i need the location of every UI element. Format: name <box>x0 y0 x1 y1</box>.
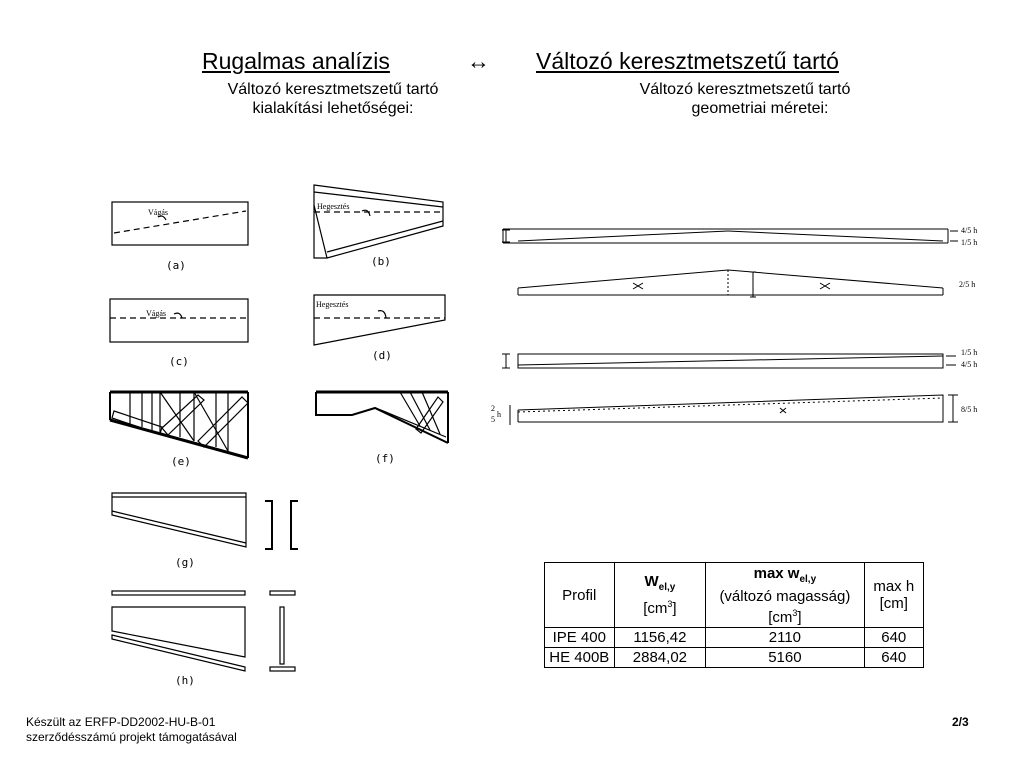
subtitle-right-line1: Változó keresztmetszetű tartó <box>639 81 851 98</box>
beam1-bottom-ratio: 1/5 h <box>961 238 978 247</box>
subtitle-left-line2: kialakítási lehetőségei: <box>252 100 414 117</box>
beam3-top-ratio: 1/5 h <box>961 348 978 357</box>
subtitle-left <box>188 80 478 118</box>
figure-f <box>316 392 448 443</box>
beam4-left-num: 2 <box>491 404 495 413</box>
label-c: (c) <box>169 355 189 368</box>
header-max-wel: $\max w_{el,y}$ (változó magasság) $[cm^3]$ <box>706 563 864 628</box>
annotation-c: Vágás <box>146 309 166 318</box>
footer-line2: szerződésszámú projekt támogatásával <box>26 730 237 744</box>
beam4-left-den: 5 <box>491 415 495 424</box>
annotation-a: Vágás <box>148 208 168 217</box>
beam4-right-ratio: 8/5 h <box>961 405 978 414</box>
double-arrow-symbol: ↔ <box>467 48 490 74</box>
figure-b <box>314 185 443 258</box>
footer-credit <box>26 715 237 745</box>
beam-2 <box>518 270 943 297</box>
title-right: Változó keresztmetszetű tartó <box>536 48 839 74</box>
header-wel: $W_{el,y}$ $[cm^3]$ <box>614 563 706 628</box>
beam2-right-ratio: 2/5 h <box>959 280 976 289</box>
title-left: Rugalmas analízis <box>202 48 390 74</box>
table-row: IPE 400 1156,42 2110 640 <box>545 628 924 648</box>
beam-1 <box>502 229 958 243</box>
label-h: (h) <box>175 674 195 687</box>
beam-4 <box>510 395 958 425</box>
beam1-top-ratio: 4/5 h <box>961 226 978 235</box>
annotation-b: Hegesztés <box>317 202 350 211</box>
header-profil: Profil <box>545 563 615 628</box>
table-header-row <box>545 563 924 628</box>
label-a: (a) <box>166 259 186 272</box>
table-row: HE 400B 2884,02 5160 640 <box>545 648 924 668</box>
geometry-figure <box>488 215 998 430</box>
header-max-h: max h [cm] <box>864 563 923 628</box>
label-e: (e) <box>171 455 191 468</box>
label-d: (d) <box>372 349 392 362</box>
label-f: (f) <box>375 452 395 465</box>
label-g: (g) <box>175 556 195 569</box>
subtitle-left-line1: Változó keresztmetszetű tartó <box>227 81 439 98</box>
subtitle-right <box>600 80 890 118</box>
profile-table <box>544 562 924 668</box>
fabrication-options-figure <box>100 175 470 695</box>
label-b: (b) <box>371 255 391 268</box>
beam-3 <box>502 354 956 368</box>
figure-e <box>110 392 248 458</box>
figure-g <box>112 493 298 549</box>
beam4-left-h: h <box>497 410 501 419</box>
subtitle-right-line2: geometriai méretei: <box>691 100 829 117</box>
figure-a <box>112 202 248 245</box>
annotation-d: Hegesztés <box>316 300 349 309</box>
page-number: 2/3 <box>952 715 969 729</box>
beam3-bottom-ratio: 4/5 h <box>961 360 978 369</box>
footer-line1: Készült az ERFP-DD2002-HU-B-01 <box>26 715 216 729</box>
figure-h <box>112 591 295 671</box>
figure-c <box>110 299 248 342</box>
